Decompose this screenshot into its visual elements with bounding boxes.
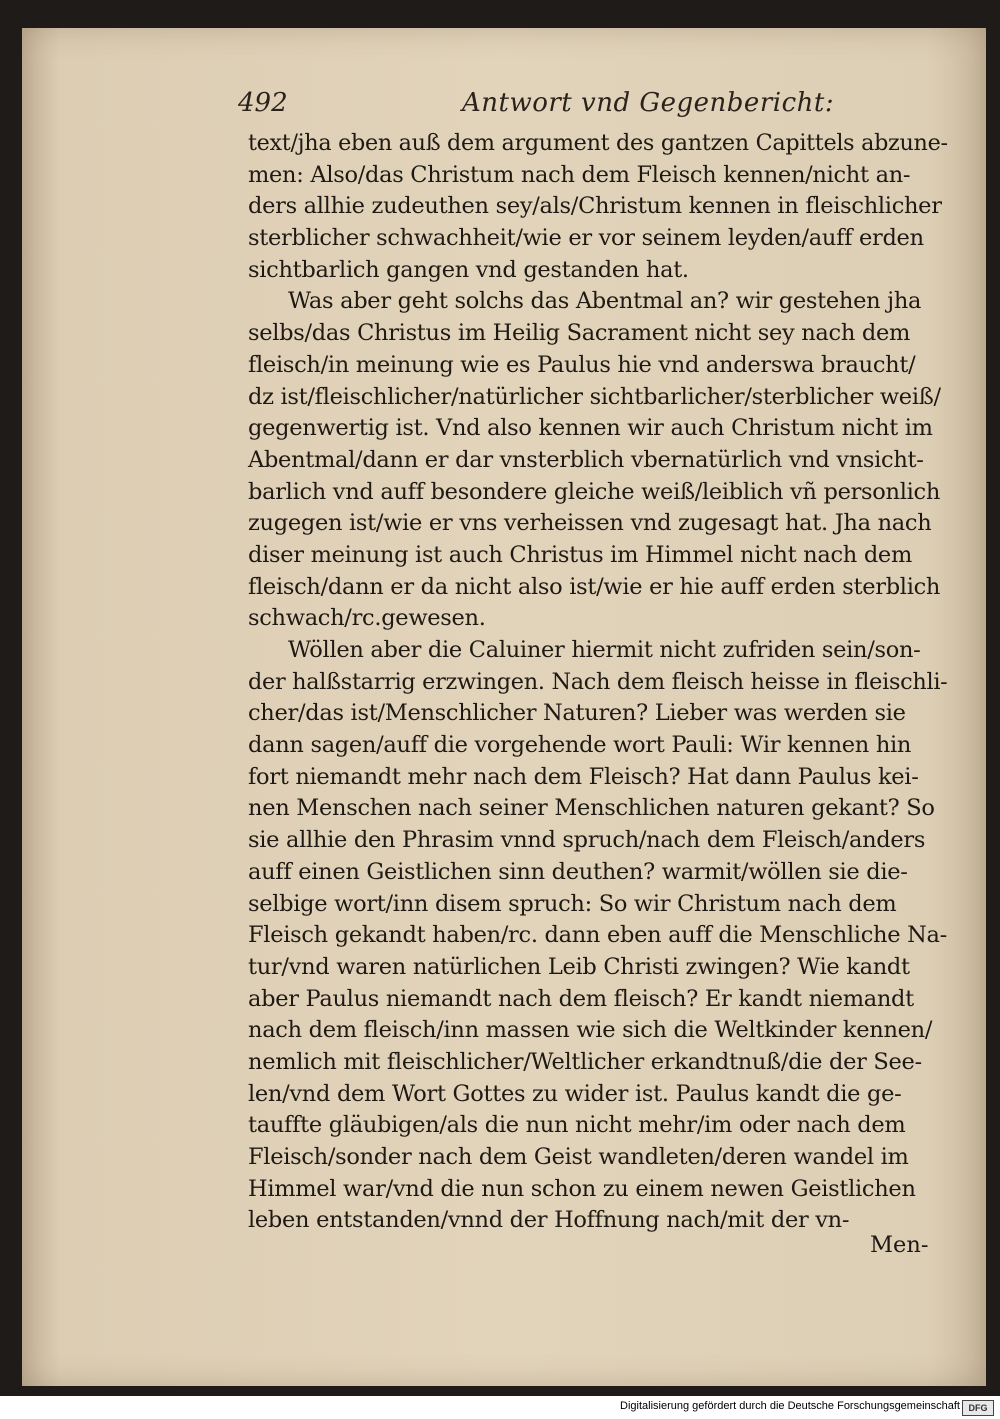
text-line: barlich vnd auff besondere gleiche weiß/leiblich vñ personlich — [248, 478, 941, 505]
text-line: Wöllen aber die Caluiner hiermit nicht zufriden sein/son- — [288, 637, 921, 663]
text-line: nen Menschen nach seiner Menschlichen naturen gekant? So — [248, 795, 935, 822]
text-line: men: Also/das Christum nach dem Fleisch kennen/nicht an- — [248, 161, 911, 188]
text-line: auff einen Geistlichen sinn deuthen? warmit/wöllen sie die- — [248, 858, 908, 885]
text-line: gegenwertig ist. Vnd also kennen wir auch Christum nicht im — [248, 415, 933, 442]
catchword: Men- — [870, 1232, 929, 1258]
text-line: tur/vnd waren natürlichen Leib Christi zwingen? Wie kandt — [248, 953, 910, 980]
text-line: Abentmal/dann er dar vnsterblich vbernatürlich vnd vnsicht- — [248, 446, 924, 473]
text-line: diser meinung ist auch Christus im Himmel nicht nach dem — [248, 541, 912, 568]
running-head — [0, 58, 1000, 118]
text-line: nemlich mit fleischlicher/Weltlicher erkandtnuß/die der See- — [248, 1048, 922, 1075]
text-line: ders allhie zudeuthen sey/als/Christum kennen in fleischlicher — [248, 193, 942, 220]
text-line: Was aber geht solchs das Abentmal an? wir gestehen jha — [288, 288, 922, 315]
text-line: selbs/das Christus im Heilig Sacrament nicht sey nach dem — [248, 320, 911, 347]
digitization-footer — [0, 1396, 1000, 1419]
text-line: Fleisch/sonder nach dem Geist wandleten/deren wandel im — [248, 1144, 909, 1170]
text-line: cher/das ist/Menschlicher Naturen? Lieber was werden sie — [248, 700, 906, 727]
text-line: fort niemandt mehr nach dem Fleisch? Hat dann Paulus kei- — [248, 763, 919, 790]
text-line: aber Paulus niemandt nach dem fleisch? Er kandt niemandt — [248, 985, 914, 1012]
funding-notice: Digitalisierung gefördert durch die Deutsche Forschungsgemeinschaft — [620, 1400, 960, 1412]
text-line: sterblicher schwachheit/wie er vor seinem leyden/auff erden — [248, 225, 924, 252]
dfg-logo: DFG — [962, 1400, 994, 1416]
page-number: 492 — [238, 88, 288, 118]
text-line: der halßstarrig erzwingen. Nach dem fleisch heisse in fleischli- — [248, 668, 948, 695]
text-line: Fleisch gekandt haben/rc. dann eben auff die Menschliche Na- — [248, 922, 947, 949]
text-line: text/jha eben auß dem argument des gantzen Capittels abzune- — [248, 130, 948, 156]
text-line: Himmel war/vnd die nun schon zu einem newen Geistlichen — [248, 1175, 916, 1202]
text-line: fleisch/dann er da nicht also ist/wie er hie auff erden sterblich — [248, 573, 941, 600]
running-head-title: Antwort vnd Gegenbericht: — [462, 88, 835, 118]
body-text — [248, 128, 948, 1237]
text-line: schwach/rc.gewesen. — [248, 605, 486, 632]
text-line: selbige wort/inn disem spruch: So wir Christum nach dem — [248, 890, 897, 917]
text-line: len/vnd dem Wort Gottes zu wider ist. Paulus kandt die ge- — [248, 1080, 902, 1107]
text-line: tauffte gläubigen/als die nun nicht mehr/im oder nach dem — [248, 1112, 906, 1139]
text-line: zugegen ist/wie er vns verheissen vnd zugesagt hat. Jha nach — [248, 510, 932, 537]
text-line: sichtbarlich gangen vnd gestanden hat. — [248, 256, 689, 283]
text-line: dz ist/fleischlicher/natürlicher sichtbarlicher/sterblicher weiß/ — [248, 383, 941, 410]
text-line: sie allhie den Phrasim vnnd spruch/nach dem Fleisch/anders — [248, 827, 926, 854]
text-line: nach dem fleisch/inn massen wie sich die Weltkinder kennen/ — [248, 1017, 933, 1044]
text-line: leben entstanden/vnnd der Hoffnung nach/mit der vn- — [248, 1207, 850, 1234]
text-line: fleisch/in meinung wie es Paulus hie vnd anderswa braucht/ — [248, 351, 916, 378]
text-line: dann sagen/auff die vorgehende wort Pauli: Wir kennen hin — [248, 732, 912, 759]
